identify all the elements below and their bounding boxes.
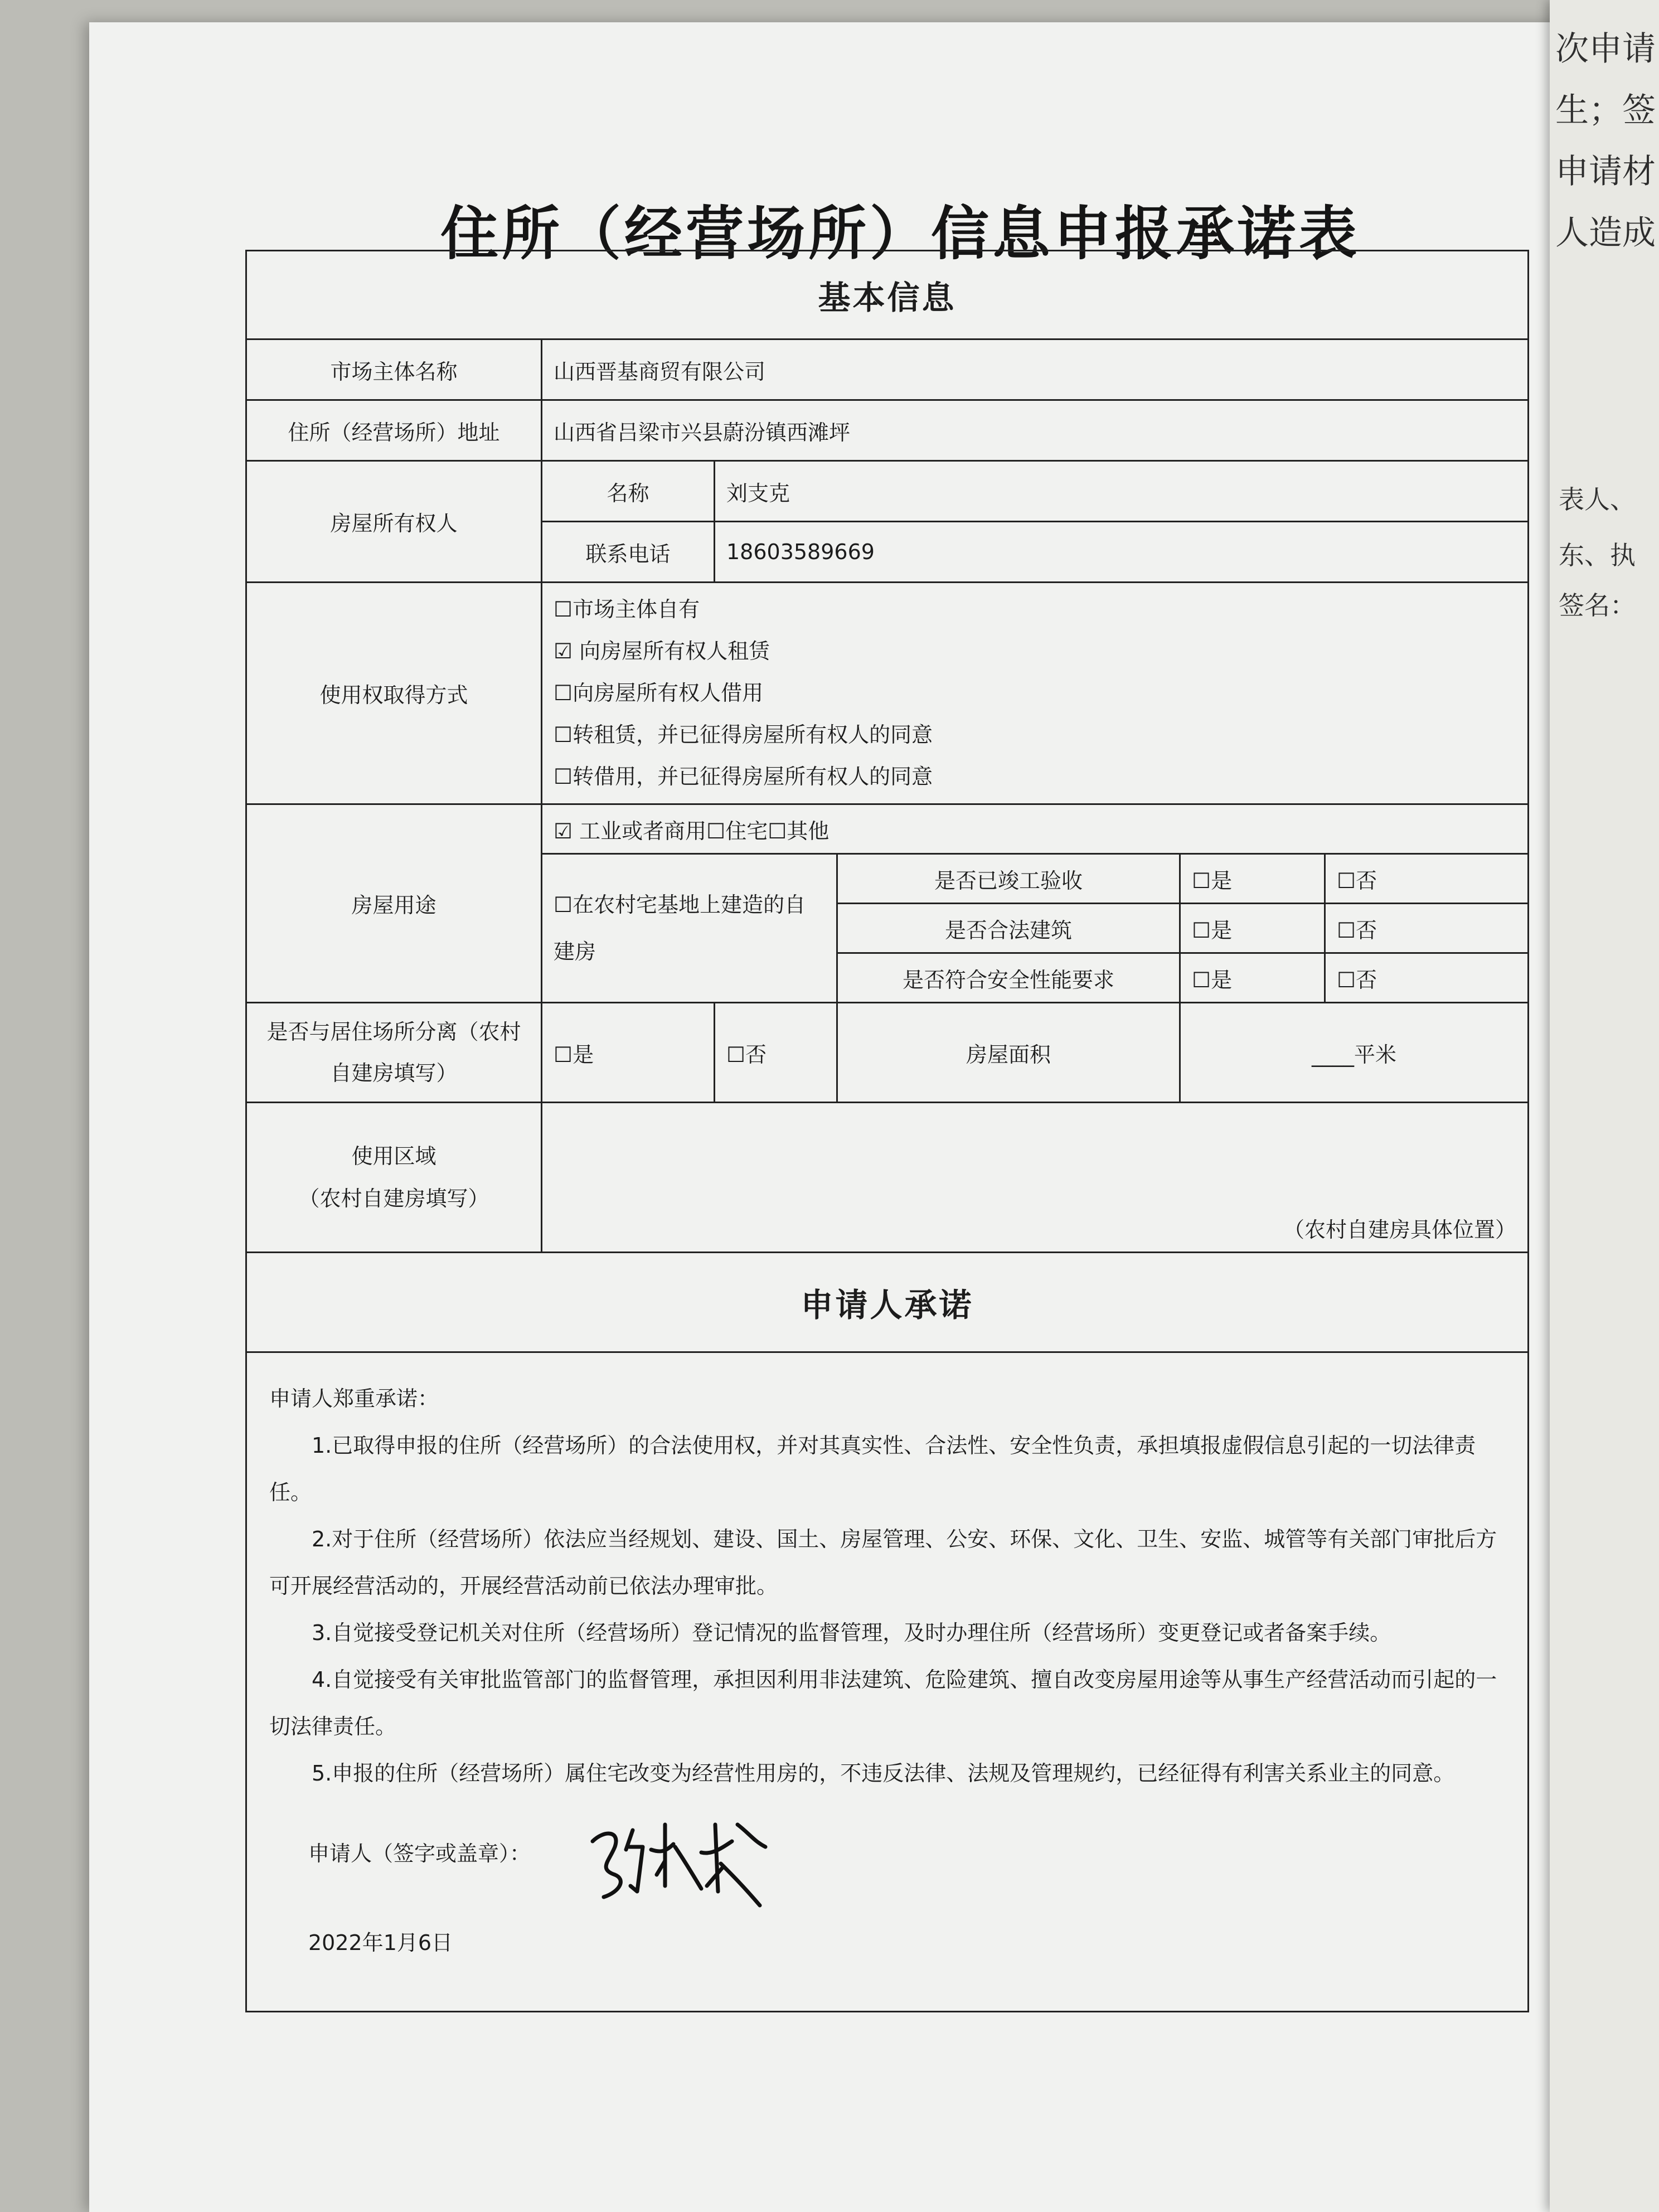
pledge-header-row — [246, 1253, 1529, 1352]
adjacent-page-text: 次申请 — [1555, 30, 1656, 69]
adjacent-page — [1550, 0, 1659, 2212]
signature-label: 申请人（签字或盖章）： — [308, 1841, 531, 1866]
entity-name-label: 市场主体名称 — [246, 339, 542, 400]
rural-no-checkbox[interactable]: ☐否 — [1325, 904, 1529, 953]
rural-question: 是否合法建筑 — [837, 904, 1180, 953]
region-label-line: （农村自建房填写） — [298, 1186, 489, 1211]
pledge-intro: 申请人郑重承诺： — [269, 1386, 439, 1411]
form-title: 住所（经营场所）信息申报承诺表 — [440, 200, 1361, 268]
address-row — [246, 400, 1529, 461]
acquisition-option-checkbox[interactable]: ☑ 向房屋所有权人租赁 — [554, 639, 770, 663]
basic-info-header-row — [246, 251, 1529, 339]
pledge-item: 5.申报的住所（经营场所）属住宅改变为经营性用房的，不违反法律、法规及管理规约，已经征得有利害关系业主的同意。 — [312, 1761, 1455, 1786]
pledge-item: 2.对于住所（经营场所）依法应当经规划、建设、国土、房屋管理、公安、环保、文化、卫生、安监、城管等有关部门审批后方可开展经营活动的，开展经营活动前已依法办理审批。 — [269, 1527, 1497, 1598]
acquisition-options — [542, 583, 1529, 804]
adjacent-page-text: 东、执 — [1559, 540, 1636, 570]
separation-no-checkbox[interactable]: ☐否 — [715, 1003, 837, 1103]
owner-label: 房屋所有权人 — [246, 461, 542, 583]
separation-label: 是否与居住场所分离（农村自建房填写） — [246, 1003, 542, 1103]
usage-row — [246, 804, 1529, 854]
adjacent-page-text: 表人、 — [1559, 484, 1636, 515]
adjacent-page-text: 生；签 — [1555, 91, 1656, 130]
address-field[interactable]: 山西省吕梁市兴县蔚汾镇西滩坪 — [542, 400, 1529, 461]
sign-date: 2022年1月6日 — [308, 1930, 453, 1955]
pledge-body — [246, 1352, 1529, 2012]
rural-question: 是否符合安全性能要求 — [837, 953, 1180, 1003]
entity-name-field[interactable]: 山西晋基商贸有限公司 — [542, 339, 1529, 400]
usage-options[interactable]: ☑ 工业或者商用☐住宅☐其他 — [542, 804, 1529, 854]
rural-yes-checkbox[interactable]: ☐是 — [1180, 854, 1325, 904]
region-row — [246, 1103, 1529, 1253]
region-label — [246, 1103, 542, 1253]
rural-yes-checkbox[interactable]: ☐是 — [1180, 904, 1325, 953]
region-field[interactable] — [542, 1103, 1529, 1253]
acquisition-label: 使用权取得方式 — [246, 583, 542, 804]
owner-name-field[interactable]: 刘支克 — [715, 461, 1529, 522]
basic-info-header: 基本信息 — [246, 251, 1529, 339]
acquisition-option-checkbox[interactable]: ☐向房屋所有权人借用 — [554, 681, 764, 705]
acquisition-option-checkbox[interactable]: ☐转租赁，并已征得房屋所有权人的同意 — [554, 722, 933, 747]
rural-no-checkbox[interactable]: ☐否 — [1325, 854, 1529, 904]
rural-self-built-checkbox[interactable]: ☐在农村宅基地上建造的自建房 — [542, 854, 837, 1003]
region-label-line: 使用区域 — [351, 1144, 436, 1168]
region-note: （农村自建房具体位置） — [1283, 1217, 1517, 1242]
signature-row — [269, 1830, 1505, 1914]
adjacent-page-text: 申请材 — [1555, 152, 1656, 191]
area-label: 房屋面积 — [837, 1003, 1180, 1103]
entity-name-row — [246, 339, 1529, 400]
pledge-header: 申请人承诺 — [246, 1253, 1529, 1352]
acquisition-row — [246, 583, 1529, 804]
address-label: 住所（经营场所）地址 — [246, 400, 542, 461]
pledge-body-row — [246, 1352, 1529, 2012]
owner-phone-label: 联系电话 — [542, 522, 715, 583]
separation-yes-checkbox[interactable]: ☐是 — [542, 1003, 715, 1103]
usage-label: 房屋用途 — [246, 804, 542, 1003]
owner-name-label: 名称 — [542, 461, 715, 522]
separation-row — [246, 1003, 1529, 1103]
pledge-item: 4.自觉接受有关审批监管部门的监督管理，承担因利用非法建筑、危险建筑、擅自改变房屋用途等从事生产经营活动而引起的一切法律责任。 — [269, 1667, 1497, 1739]
pledge-item: 1.已取得申报的住所（经营场所）的合法使用权，并对其真实性、合法性、安全性负责，承担填报虚假信息引起的一切法律责任。 — [269, 1433, 1476, 1505]
owner-name-row — [246, 461, 1529, 522]
declaration-form — [245, 250, 1529, 2012]
area-field[interactable]: ____平米 — [1180, 1003, 1529, 1103]
acquisition-option-checkbox[interactable]: ☐市场主体自有 — [554, 597, 700, 622]
rural-question: 是否已竣工验收 — [837, 854, 1180, 904]
acquisition-option-checkbox[interactable]: ☐转借用，并已征得房屋所有权人的同意 — [554, 764, 933, 789]
handwritten-signature — [581, 1808, 793, 1919]
owner-phone-field[interactable]: 18603589669 — [715, 522, 1529, 583]
rural-no-checkbox[interactable]: ☐否 — [1325, 953, 1529, 1003]
rural-yes-checkbox[interactable]: ☐是 — [1180, 953, 1325, 1003]
adjacent-page-text: 人造成 — [1555, 214, 1656, 253]
pledge-item: 3.自觉接受登记机关对住所（经营场所）登记情况的监督管理，及时办理住所（经营场所）变更登记或者备案手续。 — [312, 1621, 1391, 1645]
adjacent-page-text: 签名： — [1559, 590, 1636, 620]
